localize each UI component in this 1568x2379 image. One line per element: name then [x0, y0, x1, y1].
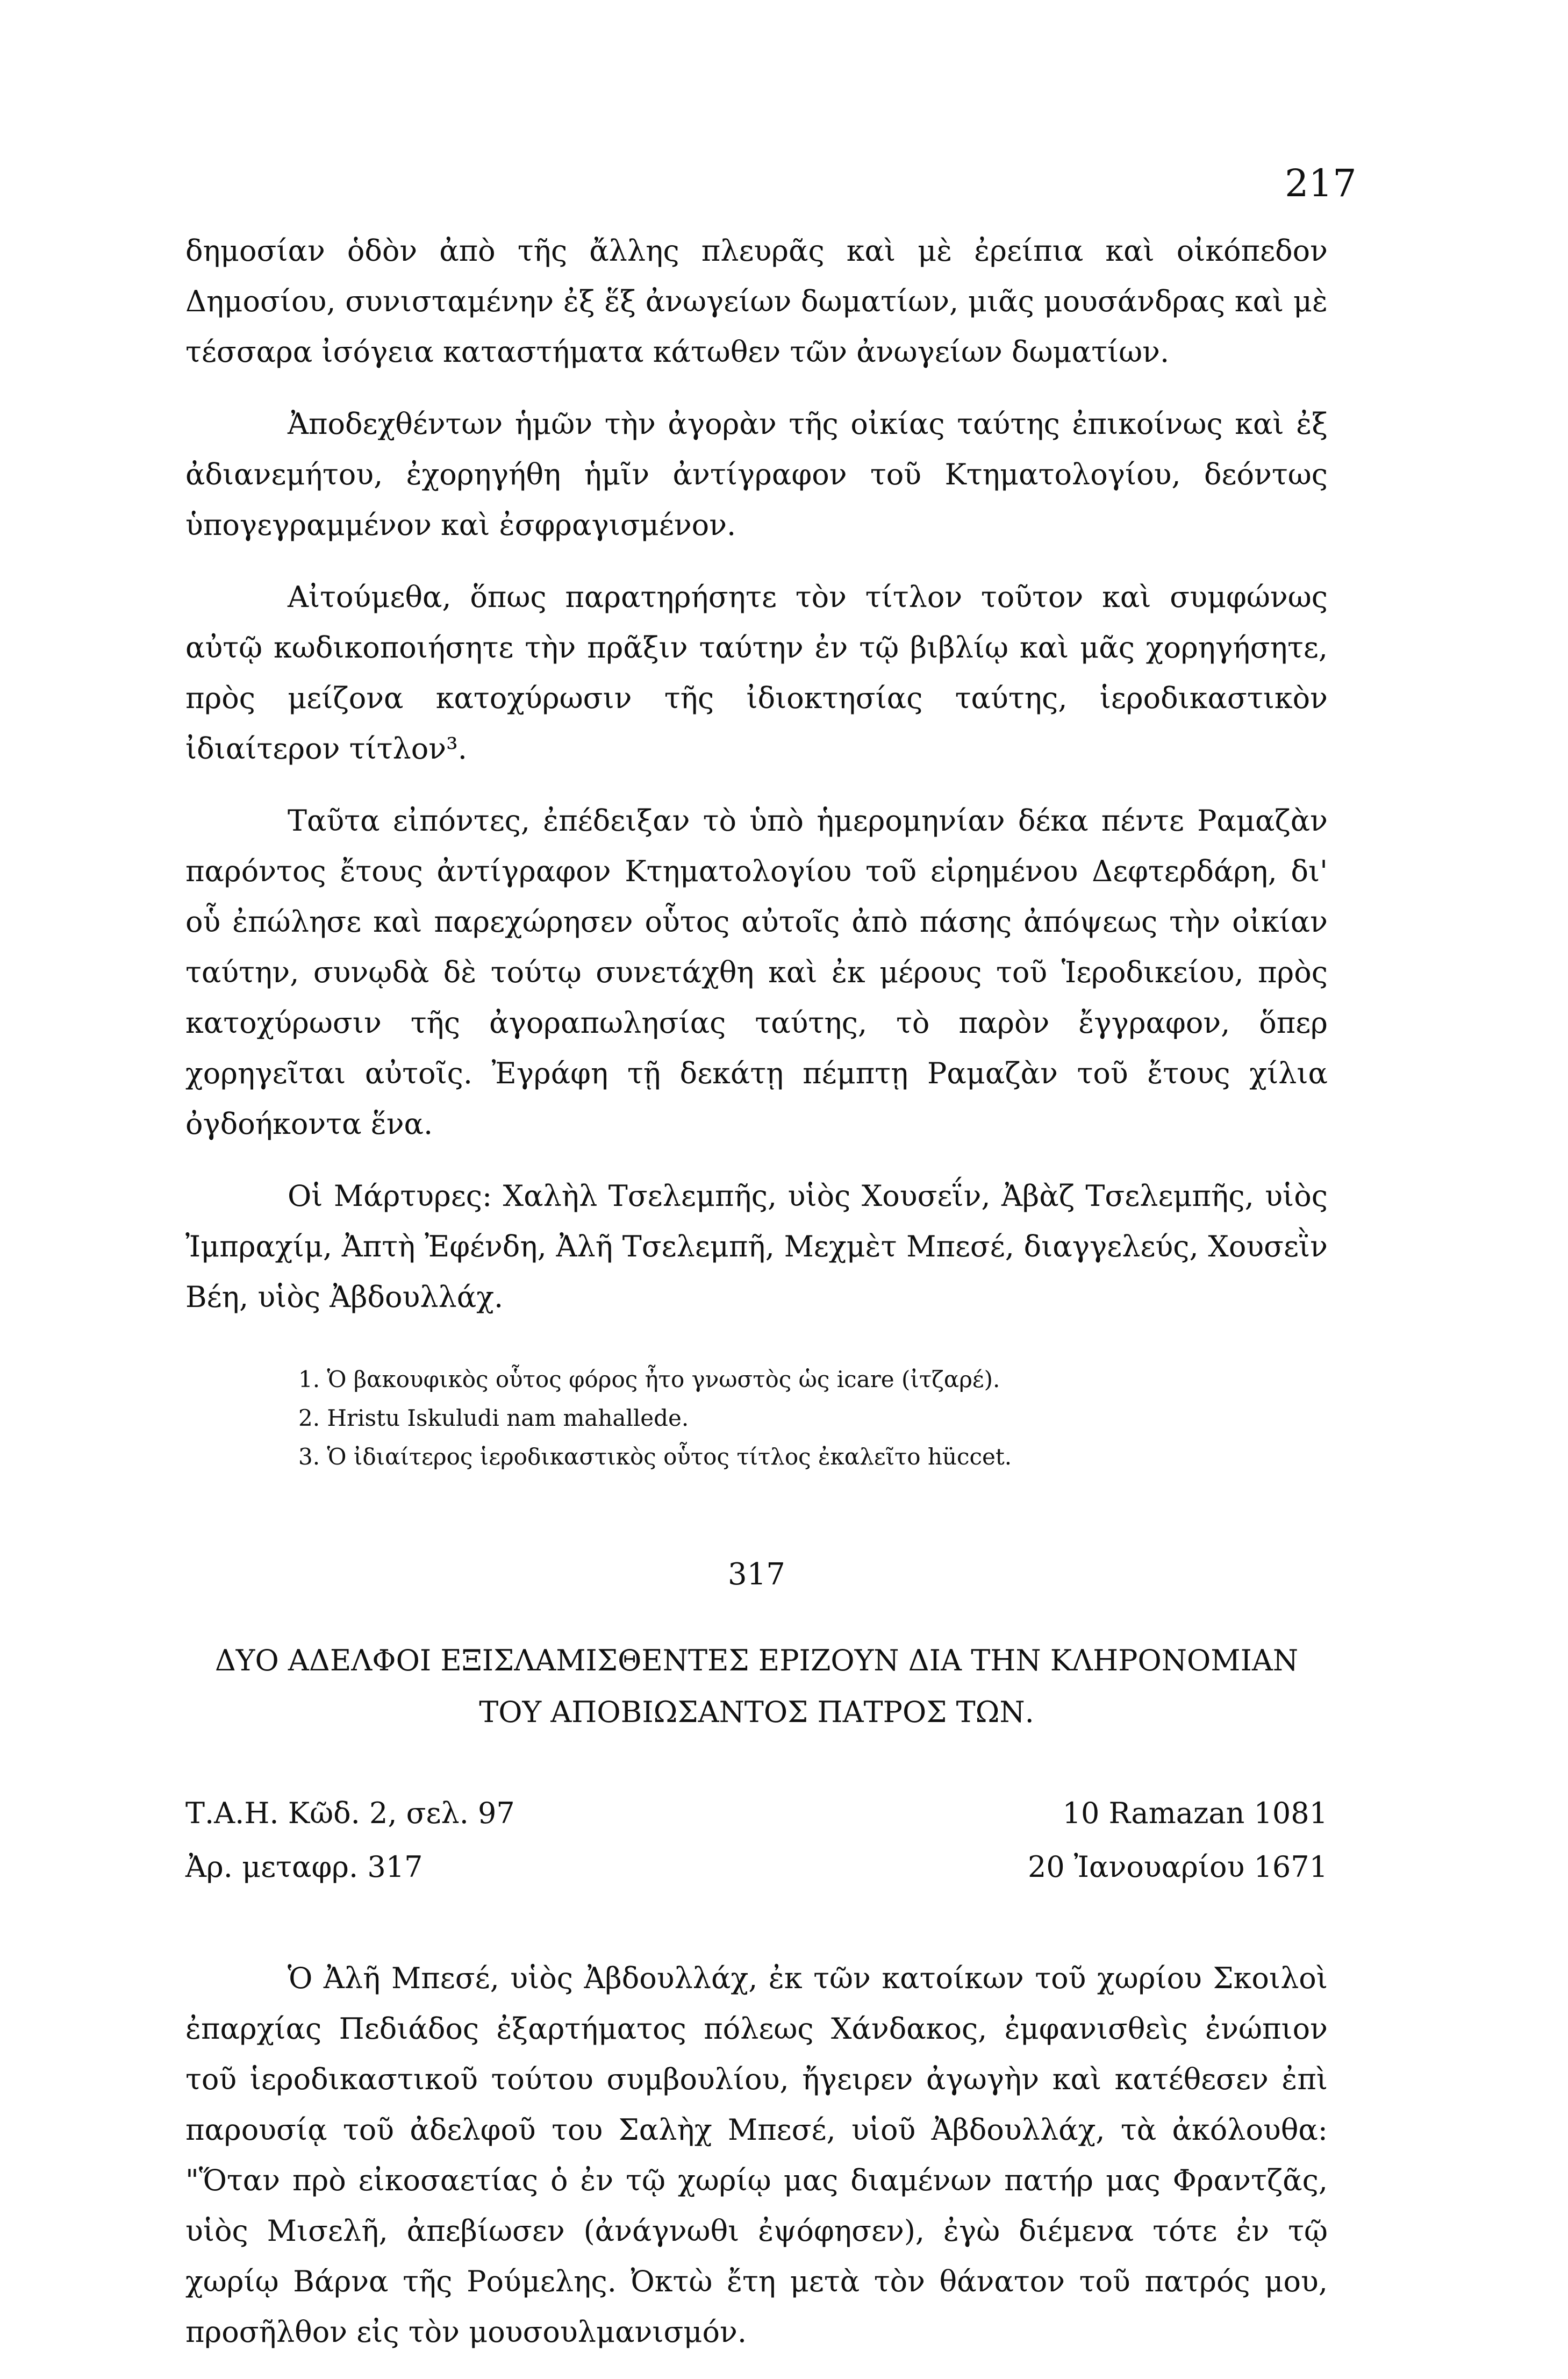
- paragraph-continuation: δημοσίαν ὁδὸν ἀπὸ τῆς ἄλλης πλευρᾶς καὶ μὲ ἐρείπια καὶ οἰκόπεδον Δημοσίου, συνισταμένην ἐξ ἕξ ἀνωγείων δωματίων, μιᾶς μουσάνδρας καὶ μὲ τέσσαρα ἰσόγεια καταστήματα κάτωθεν τῶν ἀνωγείων δωματίων.: [185, 234, 1328, 369]
- paragraph: Ταῦτα εἰπόντες, ἐπέδειξαν τὸ ὑπὸ ἡμερομηνίαν δέκα πέντε Ραμαζὰν παρόντος ἔτους ἀντίγραφον Κτηματολογίου τοῦ εἰρημένου Δεφτερδάρη, δι' οὗ ἐπώλησε καὶ παρεχώρησεν οὗτος αὐτοῖς ἀπὸ πάσης ἀπόψεως τὴν οἰκίαν ταύτην, συνῳδὰ δὲ τούτῳ συνετάχθη καὶ ἐκ μέρους τοῦ Ἱεροδικείου, πρὸς κατοχύρωσιν τῆς ἀγοραπωλησίας ταύτης, τὸ παρὸν ἔγγραφον, ὅπερ χορηγεῖται αὐτοῖς. Ἐγράφη τῇ δεκάτῃ πέμπτῃ Ραμαζὰν τοῦ ἔτους χίλια ὀγδοήκοντα ἕνα.: [185, 804, 1328, 1141]
- entry-title-line: ΤΟΥ ΑΠΟΒΙΩΣΑΝΤΟΣ ΠΑΤΡΟΣ ΤΩΝ.: [479, 1695, 1034, 1729]
- footnote: 2. Hristu Iskuludi nam mahallede.: [298, 1405, 689, 1431]
- entry-body-paragraph: Ὁ Ἀλῆ Μπεσέ, υἱὸς Ἀβδουλλάχ, ἐκ τῶν κατοίκων τοῦ χωρίου Σκοιλοὶ ἐπαρχίας Πεδιάδος ἐξαρτήματος πόλεως Χάνδακος, ἐμφανισθεὶς ἐνώπιον τοῦ ἱεροδικαστικοῦ τούτου συμβουλίου, ἤγειρεν ἀγωγὴν καὶ κατέθεσεν ἐπὶ παρουσίᾳ τοῦ ἀδελφοῦ του Σαλὴχ Μπεσέ, υἱοῦ Ἀβδουλλάχ, τὰ ἀκόλουθα: "Ὅταν πρὸ εἰκοσαετίας ὁ ἐν τῷ χωρίῳ μας διαμένων πατήρ μας Φραντζᾶς, υἱὸς Μισελῆ, ἀπεβίωσεν (ἀνάγνωθι ἐψόφησεν), ἐγὼ διέμενα τότε ἐν τῷ χωρίῳ Βάρνα τῆς Ρούμελης. Ὀκτὼ ἔτη μετὰ τὸν θάνατον τοῦ πατρός μου, προσῆλθον εἰς τὸν μουσουλμανισμόν.: [185, 1961, 1328, 2349]
- page-number: 217: [1285, 161, 1357, 205]
- witnesses-paragraph: Οἱ Μάρτυρες: Χαλὴλ Τσελεμπῆς, υἱὸς Χουσεΐν, Ἀβὰζ Τσελεμπῆς, υἱὸς Ἰμπραχίμ, Ἀπτὴ Ἐφένδη, Ἀλῆ Τσελεμπῆ, Μεχμὲτ Μπεσέ, διαγγελεύς, Χουσεῒν Βέη, υἱὸς Ἀβδουλλάχ.: [185, 1179, 1328, 1314]
- code-reference: Τ.Α.Η. Κῶδ. 2, σελ. 97: [185, 1796, 515, 1830]
- hijri-date: 10 Ramazan 1081: [1062, 1796, 1328, 1830]
- footnote: 1. Ὁ βακουφικὸς οὗτος φόρος ἦτο γνωστὸς ὡς icare (ἰτζαρέ).: [298, 1366, 1000, 1392]
- entry-title-line: ΔΥΟ ΑΔΕΛΦΟΙ ΕΞΙΣΛΑΜΙΣΘΕΝΤΕΣ ΕΡΙΖΟΥΝ ΔΙΑ ΤΗΝ ΚΛΗΡΟΝΟΜΙΑΝ: [214, 1644, 1299, 1677]
- footnote: 3. Ὁ ἰδιαίτερος ἱεροδικαστικὸς οὗτος τίτλος ἐκαλεῖτο hüccet.: [298, 1444, 1012, 1470]
- entry-meta-row: [185, 1787, 1328, 1840]
- gregorian-date: 20 Ἰανουαρίου 1671: [1028, 1850, 1328, 1884]
- document-body: [185, 226, 1328, 2379]
- paragraph: Ἀποδεχθέντων ἡμῶν τὴν ἀγορὰν τῆς οἰκίας ταύτης ἐπικοίνως καὶ ἐξ ἀδιανεμήτου, ἐχορηγήθη ἡμῖν ἀντίγραφον τοῦ Κτηματολογίου, δεόντως ὑπογεγραμμένον καὶ ἐσφραγισμένον.: [185, 407, 1328, 542]
- entry-meta-row: [185, 1840, 1328, 1894]
- translation-number: Ἀρ. μεταφρ. 317: [185, 1850, 423, 1884]
- paragraph: Αἰτούμεθα, ὅπως παρατηρήσητε τὸν τίτλον τοῦτον καὶ συμφώνως αὐτῷ κωδικοποιήσητε τὴν πρᾶξιν ταύτην ἐν τῷ βιβλίῳ καὶ μᾶς χορηγήσητε, πρὸς μείζονα κατοχύρωσιν τῆς ἰδιοκτησίας ταύτης, ἱεροδικαστικὸν ἰδιαίτερον τίτλον³.: [185, 580, 1328, 766]
- entry-number: 317: [728, 1557, 785, 1592]
- entry-title: [185, 1635, 1328, 1738]
- footnotes: [298, 1360, 1328, 1476]
